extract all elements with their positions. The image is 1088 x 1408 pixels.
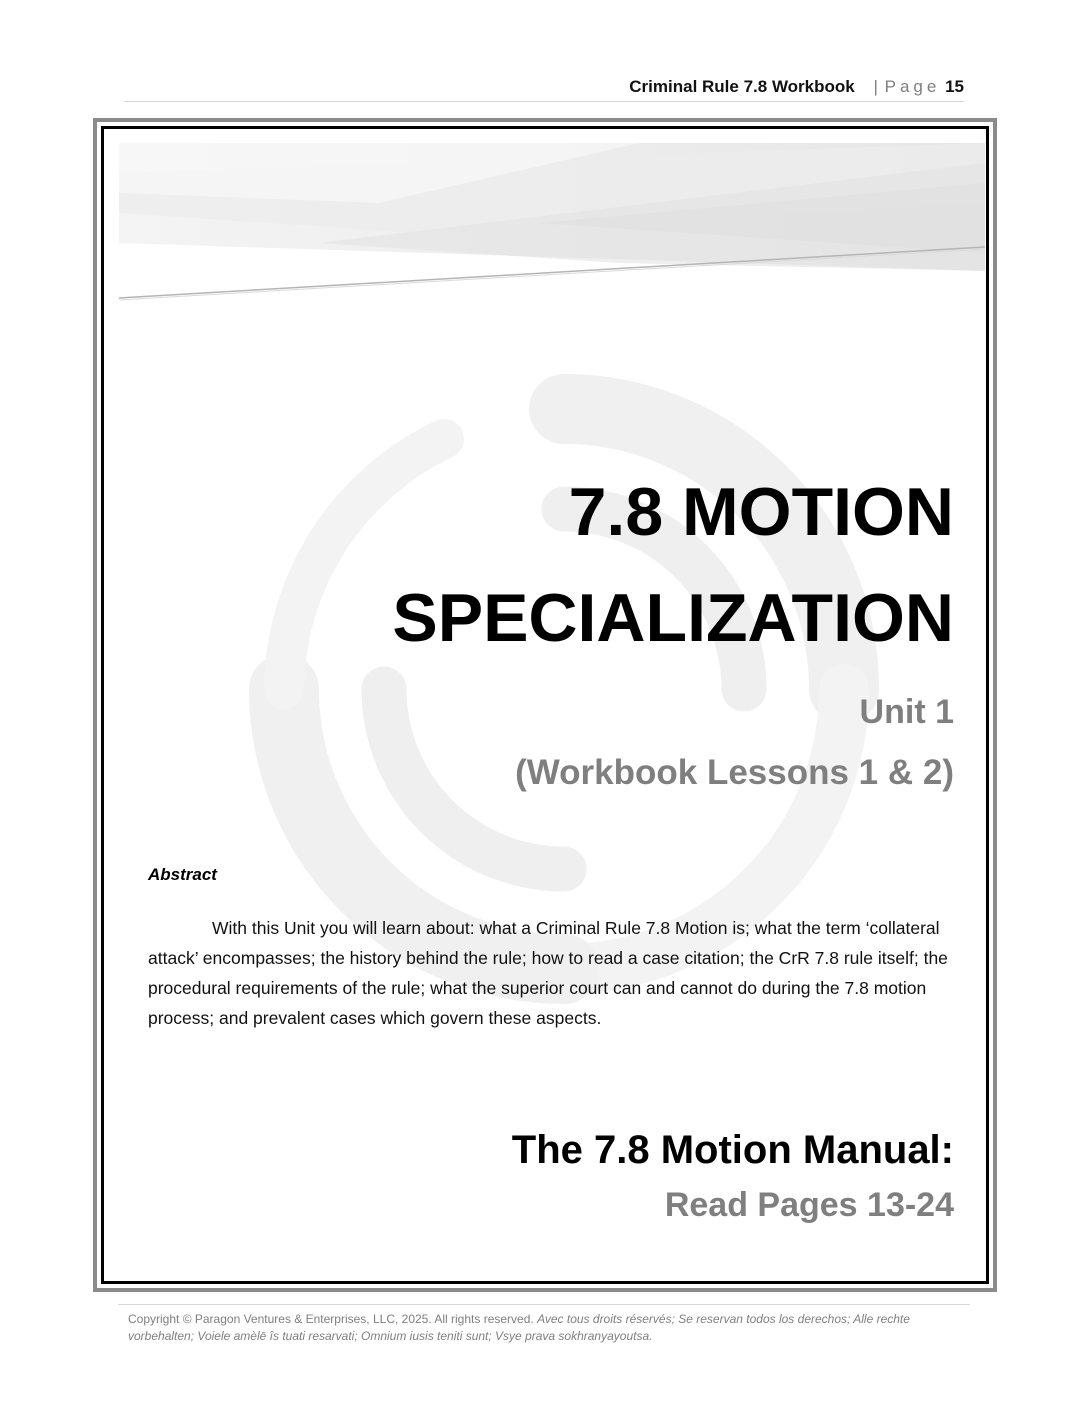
abstract-paragraph: With this Unit you will learn about: what a Criminal Rule 7.8 Motion is; what the term ‘collateral attack’ encompasses; the history behind the rule; how to read a case citation; the CrR 7.8 rule itself; the procedural requirements of the rule; what the superior court can and cannot do during the 7.8 motion process; and prevalent cases which govern these aspects. (148, 918, 948, 1028)
manual-pages: Read Pages 13-24 (664, 1186, 954, 1224)
page-header (124, 74, 964, 102)
page-number: 15 (945, 77, 964, 96)
manual-title: The 7.8 Motion Manual: (511, 1128, 954, 1172)
unit-subtitle: (Workbook Lessons 1 & 2) (515, 753, 954, 792)
header-separator: | (873, 77, 878, 96)
cover-title (392, 459, 954, 671)
copyright-translations: Avec tous droits réservés; Se reservan todos los derechos; Alle rechte vorbehalten; Voiele amèlē îs tuati resarvati; Omnium iusis teniti sunt; Vsye prava sokhranyayoutsa. (128, 1312, 910, 1343)
document-title: Criminal Rule 7.8 Workbook (629, 77, 855, 96)
copyright-text: Copyright © Paragon Ventures & Enterprises, LLC, 2025. All rights reserved. (128, 1312, 534, 1326)
page-label: Page (884, 77, 941, 96)
decorative-banner (119, 143, 985, 313)
cover-title-line-1: 7.8 MOTION (568, 474, 954, 550)
unit-label: Unit 1 (859, 693, 954, 731)
abstract-text (148, 913, 948, 1033)
cover-panel (101, 126, 989, 1284)
cover-frame (93, 118, 997, 1292)
footer-divider (118, 1304, 970, 1305)
cover-title-line-2: SPECIALIZATION (392, 580, 954, 656)
abstract-heading: Abstract (148, 865, 217, 884)
copyright-notice (128, 1311, 948, 1345)
